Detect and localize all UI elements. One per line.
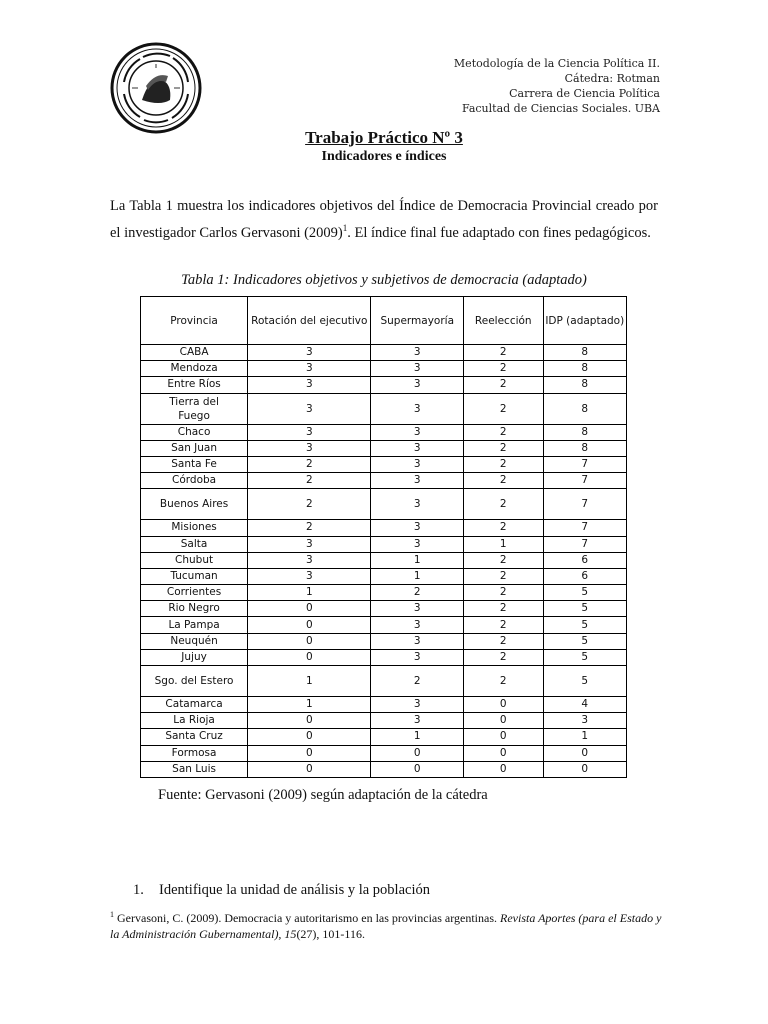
header-provincia: Provincia xyxy=(141,297,248,345)
table-row xyxy=(141,424,627,440)
cell-reeleccion: 2 xyxy=(464,393,544,424)
cell-idp: 5 xyxy=(543,649,626,665)
cell-idp: 6 xyxy=(543,552,626,568)
table-row xyxy=(141,585,627,601)
header-line-course: Metodología de la Ciencia Política II. xyxy=(453,57,660,70)
cell-provincia: Chubut xyxy=(141,552,248,568)
cell-supermayoria: 3 xyxy=(371,633,464,649)
cell-reeleccion: 2 xyxy=(464,617,544,633)
page-subtitle: Indicadores e índices xyxy=(321,149,447,164)
cell-rotacion: 2 xyxy=(248,473,371,489)
cell-idp: 3 xyxy=(543,713,626,729)
cell-reeleccion: 2 xyxy=(464,520,544,536)
cell-rotacion: 3 xyxy=(248,536,371,552)
cell-supermayoria: 3 xyxy=(371,456,464,472)
cell-supermayoria: 3 xyxy=(371,601,464,617)
cell-rotacion: 1 xyxy=(248,697,371,713)
cell-reeleccion: 2 xyxy=(464,361,544,377)
cell-supermayoria: 3 xyxy=(371,473,464,489)
cell-rotacion: 3 xyxy=(248,345,371,361)
cell-idp: 1 xyxy=(543,729,626,745)
cell-provincia: Corrientes xyxy=(141,585,248,601)
cell-idp: 7 xyxy=(543,489,626,520)
cell-idp: 5 xyxy=(543,617,626,633)
cell-rotacion: 0 xyxy=(248,761,371,777)
cell-supermayoria: 2 xyxy=(371,666,464,697)
cell-idp: 7 xyxy=(543,473,626,489)
cell-reeleccion: 0 xyxy=(464,713,544,729)
table-row xyxy=(141,713,627,729)
cell-rotacion: 1 xyxy=(248,666,371,697)
page-title: Trabajo Práctico Nº 3 xyxy=(305,128,463,147)
cell-idp: 8 xyxy=(543,345,626,361)
header-line-career: Carrera de Ciencia Política xyxy=(509,87,660,100)
table-row xyxy=(141,617,627,633)
cell-reeleccion: 2 xyxy=(464,440,544,456)
cell-supermayoria: 3 xyxy=(371,424,464,440)
footnote-rest: (27), 101-116. xyxy=(296,927,365,941)
table-row xyxy=(141,345,627,361)
cell-idp: 8 xyxy=(543,424,626,440)
cell-provincia: Santa Fe xyxy=(141,456,248,472)
table-source: Fuente: Gervasoni (2009) según adaptación de la cátedra xyxy=(158,787,488,803)
cell-provincia: San Luis xyxy=(141,761,248,777)
cell-rotacion: 0 xyxy=(248,649,371,665)
table-row xyxy=(141,697,627,713)
cell-idp: 4 xyxy=(543,697,626,713)
cell-idp: 5 xyxy=(543,666,626,697)
table-row xyxy=(141,393,627,424)
cell-supermayoria: 3 xyxy=(371,345,464,361)
table-row xyxy=(141,633,627,649)
cell-idp: 5 xyxy=(543,633,626,649)
cell-reeleccion: 0 xyxy=(464,697,544,713)
cell-supermayoria: 1 xyxy=(371,568,464,584)
cell-supermayoria: 3 xyxy=(371,361,464,377)
cell-supermayoria: 3 xyxy=(371,440,464,456)
cell-provincia: Jujuy xyxy=(141,649,248,665)
cell-rotacion: 0 xyxy=(248,601,371,617)
cell-reeleccion: 2 xyxy=(464,424,544,440)
cell-provincia: San Juan xyxy=(141,440,248,456)
table-row xyxy=(141,361,627,377)
cell-idp: 8 xyxy=(543,361,626,377)
cell-provincia: CABA xyxy=(141,345,248,361)
course-header xyxy=(454,56,660,116)
footnote-mark: 1 xyxy=(110,910,114,919)
cell-supermayoria: 3 xyxy=(371,617,464,633)
cell-supermayoria: 0 xyxy=(371,761,464,777)
cell-idp: 6 xyxy=(543,568,626,584)
cell-supermayoria: 1 xyxy=(371,552,464,568)
cell-rotacion: 0 xyxy=(248,617,371,633)
cell-provincia: Chaco xyxy=(141,424,248,440)
cell-provincia: Córdoba xyxy=(141,473,248,489)
cell-rotacion: 3 xyxy=(248,552,371,568)
cell-reeleccion: 2 xyxy=(464,552,544,568)
header-idp: IDP (adaptado) xyxy=(543,297,626,345)
indicators-table xyxy=(140,296,627,778)
cell-idp: 8 xyxy=(543,377,626,393)
cell-provincia: Neuquén xyxy=(141,633,248,649)
cell-reeleccion: 2 xyxy=(464,377,544,393)
cell-reeleccion: 2 xyxy=(464,601,544,617)
footnote-text: Gervasoni, C. (2009). Democracia y autoritarismo en las provincias argentinas. xyxy=(114,911,500,925)
cell-idp: 8 xyxy=(543,393,626,424)
cell-provincia: Santa Cruz xyxy=(141,729,248,745)
cell-provincia: Sgo. del Estero xyxy=(141,666,248,697)
footnote xyxy=(110,907,670,942)
cell-idp: 8 xyxy=(543,440,626,456)
cell-provincia: Buenos Aires xyxy=(141,489,248,520)
cell-idp: 5 xyxy=(543,585,626,601)
cell-rotacion: 3 xyxy=(248,361,371,377)
cell-rotacion: 3 xyxy=(248,440,371,456)
table-row xyxy=(141,729,627,745)
cell-reeleccion: 0 xyxy=(464,745,544,761)
header-rotacion: Rotación del ejecutivo xyxy=(248,297,371,345)
cell-supermayoria: 2 xyxy=(371,585,464,601)
cell-provincia: La Pampa xyxy=(141,617,248,633)
cell-provincia: Tierra del Fuego xyxy=(141,393,248,424)
cell-rotacion: 3 xyxy=(248,568,371,584)
table-row xyxy=(141,473,627,489)
cell-reeleccion: 2 xyxy=(464,489,544,520)
table-row xyxy=(141,489,627,520)
cell-provincia: Mendoza xyxy=(141,361,248,377)
cell-idp: 7 xyxy=(543,520,626,536)
cell-rotacion: 0 xyxy=(248,729,371,745)
cell-idp: 0 xyxy=(543,745,626,761)
cell-reeleccion: 2 xyxy=(464,456,544,472)
cell-rotacion: 3 xyxy=(248,377,371,393)
cell-rotacion: 0 xyxy=(248,633,371,649)
cell-supermayoria: 3 xyxy=(371,489,464,520)
cell-rotacion: 2 xyxy=(248,520,371,536)
footnote-reference: 1 xyxy=(342,222,348,233)
cell-provincia: Formosa xyxy=(141,745,248,761)
cell-supermayoria: 3 xyxy=(371,520,464,536)
table-row xyxy=(141,745,627,761)
table-row xyxy=(141,456,627,472)
cell-reeleccion: 0 xyxy=(464,761,544,777)
question-item xyxy=(133,882,430,899)
table-row xyxy=(141,520,627,536)
cell-rotacion: 2 xyxy=(248,456,371,472)
table-row xyxy=(141,536,627,552)
intro-paragraph xyxy=(110,196,658,244)
table-row xyxy=(141,377,627,393)
header-supermayoria: Supermayoría xyxy=(371,297,464,345)
cell-rotacion: 3 xyxy=(248,424,371,440)
cell-provincia: La Rioja xyxy=(141,713,248,729)
cell-provincia: Rio Negro xyxy=(141,601,248,617)
cell-rotacion: 0 xyxy=(248,713,371,729)
cell-reeleccion: 2 xyxy=(464,568,544,584)
table-row xyxy=(141,666,627,697)
table-row xyxy=(141,649,627,665)
footnote-journal: Revista Aportes (para el Estado y la Administración Gubernamental), 15 xyxy=(110,911,662,941)
cell-rotacion: 1 xyxy=(248,585,371,601)
cell-supermayoria: 1 xyxy=(371,729,464,745)
table-row xyxy=(141,568,627,584)
cell-provincia: Misiones xyxy=(141,520,248,536)
header-reeleccion: Reelección xyxy=(464,297,544,345)
cell-provincia: Salta xyxy=(141,536,248,552)
cell-reeleccion: 2 xyxy=(464,649,544,665)
cell-supermayoria: 3 xyxy=(371,536,464,552)
cell-provincia: Catamarca xyxy=(141,697,248,713)
table-row xyxy=(141,601,627,617)
cell-reeleccion: 1 xyxy=(464,536,544,552)
cell-supermayoria: 3 xyxy=(371,377,464,393)
cell-reeleccion: 2 xyxy=(464,633,544,649)
question-number: 1. xyxy=(133,882,144,898)
cell-reeleccion: 2 xyxy=(464,473,544,489)
header-line-faculty: Facultad de Ciencias Sociales. UBA xyxy=(461,102,660,115)
cell-idp: 7 xyxy=(543,536,626,552)
cell-reeleccion: 0 xyxy=(464,729,544,745)
cell-idp: 5 xyxy=(543,601,626,617)
cell-idp: 0 xyxy=(543,761,626,777)
cell-rotacion: 2 xyxy=(248,489,371,520)
cell-supermayoria: 3 xyxy=(371,393,464,424)
cell-supermayoria: 3 xyxy=(371,697,464,713)
cell-supermayoria: 3 xyxy=(371,713,464,729)
cell-rotacion: 3 xyxy=(248,393,371,424)
table-row xyxy=(141,440,627,456)
intro-text: La Tabla 1 muestra los indicadores objetivos del Índice de Democracia Provincial creado por el investigador Carlos Gervasoni (2009) xyxy=(110,198,658,241)
question-text: Identifique la unidad de análisis y la población xyxy=(159,882,430,898)
cell-reeleccion: 2 xyxy=(464,585,544,601)
intro-text-after: . El índice final fue adaptado con fines pedagógicos. xyxy=(347,224,651,241)
table-row xyxy=(141,552,627,568)
table-row xyxy=(141,761,627,777)
cell-provincia: Entre Ríos xyxy=(141,377,248,393)
cell-rotacion: 0 xyxy=(248,745,371,761)
cell-reeleccion: 2 xyxy=(464,345,544,361)
cell-supermayoria: 0 xyxy=(371,745,464,761)
cell-idp: 7 xyxy=(543,456,626,472)
cell-provincia: Tucuman xyxy=(141,568,248,584)
cell-reeleccion: 2 xyxy=(464,666,544,697)
table-caption: Tabla 1: Indicadores objetivos y subjetivos de democracia (adaptado) xyxy=(181,272,587,288)
header-line-chair: Cátedra: Rotman xyxy=(564,72,660,85)
cell-supermayoria: 3 xyxy=(371,649,464,665)
table-header-row xyxy=(141,297,627,345)
university-seal-logo xyxy=(110,42,202,134)
